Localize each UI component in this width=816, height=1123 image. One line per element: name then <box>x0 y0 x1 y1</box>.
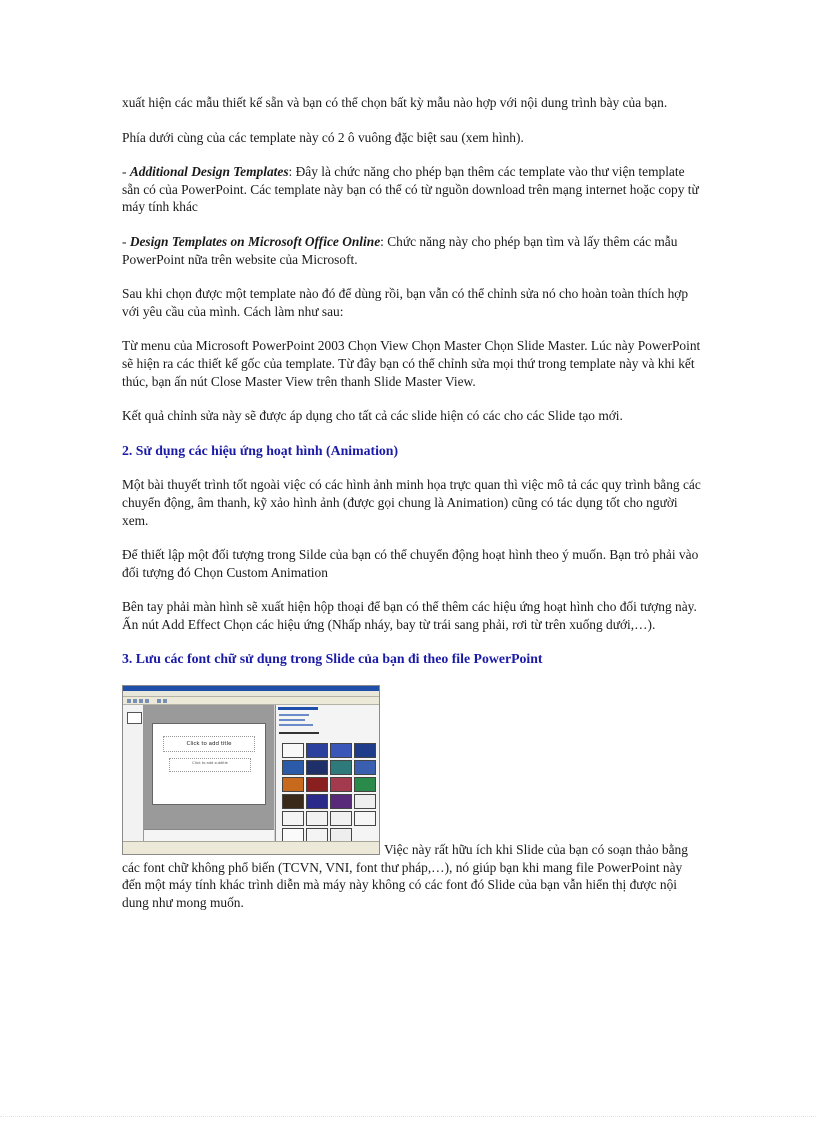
item-lead: Additional Design Templates <box>129 164 289 180</box>
template-thumbnail <box>330 811 352 826</box>
title-placeholder: Click to add title <box>163 736 255 752</box>
list-item-additional-design-templates <box>122 163 702 216</box>
paragraph: Phía dưới cùng của các template này có 2 ô vuông đặc biệt sau (xem hình). <box>122 129 524 145</box>
slides-pane <box>123 705 144 842</box>
paragraph: Một bài thuyết trình tốt ngoài việc có các hình ảnh minh họa trực quan thì việc mô tả các quy trình bằng các chuyển động, âm thanh, kỹ xảo hình ảnh (được gọi chung là Animation) cũng có tác dụng tốt cho người xem. <box>122 477 701 528</box>
slide-canvas <box>152 723 266 805</box>
template-thumbnail <box>354 760 376 775</box>
item-lead: Design Templates on Microsoft Office Online <box>129 233 381 249</box>
template-thumbnail <box>354 811 376 826</box>
template-thumbnail <box>306 811 328 826</box>
slide-editing-area <box>144 705 274 842</box>
slide-thumbnail <box>127 712 142 724</box>
template-thumbnail <box>306 760 328 775</box>
item-dash: - <box>122 164 130 180</box>
paragraph: Bên tay phải màn hình sẽ xuất hiện hộp thoại để bạn có thể thêm các hiệu ứng hoạt hình cho đối tượng này. Ấn nút Add Effect Chọn các hiệu ứng (Nhấp nháy, bay từ trái sang phải, rơi từ trên xuống dưới,…). <box>122 599 697 632</box>
toolbar-icon <box>133 699 137 703</box>
task-pane-link <box>279 719 305 721</box>
toolbar-icon <box>139 699 143 703</box>
paragraph-text: Việc này rất hữu ích khi Slide của bạn có soạn thảo bằng các font chữ không phổ biến (TCVN, VNI, font thư pháp,…), nó giúp bạn khi mang file PowerPoint này đến một máy tính khác trình diễn mà máy này không có các font đó Slide của bạn vẫn hiển thị được nội dung như mong muốn. <box>122 842 688 910</box>
page-bottom-divider <box>0 1116 816 1117</box>
item-text: : Chức năng này cho phép bạn tìm và lấy thêm các mẫu PowerPoint nữa trên website của Microsoft. <box>122 233 678 267</box>
slide-design-task-pane <box>275 705 379 842</box>
template-thumbnail <box>282 794 304 809</box>
task-pane-header <box>278 707 318 710</box>
template-thumbnail <box>282 743 304 758</box>
status-bar <box>123 841 379 854</box>
template-thumbnail <box>306 794 328 809</box>
task-pane-link <box>279 724 313 726</box>
template-thumbnail <box>354 743 376 758</box>
section-heading-animation: 2. Sử dụng các hiệu ứng hoạt hình (Animation) <box>122 442 399 458</box>
toolbar-icon <box>163 699 167 703</box>
template-thumbnail <box>330 777 352 792</box>
task-pane-label <box>279 732 319 734</box>
paragraph: xuất hiện các mẫu thiết kế sẵn và bạn có thể chọn bất kỳ mẫu nào hợp với nội dung trình bày của bạn. <box>122 95 668 110</box>
toolbar <box>123 697 379 705</box>
toolbar-icon <box>127 699 131 703</box>
section-heading-fonts: 3. Lưu các font chữ sử dụng trong Slide của bạn đi theo file PowerPoint <box>122 651 543 667</box>
paragraph: Sau khi chọn được một template nào đó để dùng rồi, bạn vẫn có thể chỉnh sửa nó cho hoàn toàn thích hợp với yêu cầu của mình. Cách làm như sau: <box>122 286 689 319</box>
template-thumbnail <box>330 794 352 809</box>
paragraph: Kết quả chỉnh sửa này sẽ được áp dụng cho tất cả các slide hiện có các cho các Slide tạo mới. <box>122 408 623 424</box>
task-pane-link <box>279 714 309 716</box>
template-thumbnail <box>354 777 376 792</box>
toolbar-icon <box>157 699 161 703</box>
template-thumbnail <box>354 794 376 809</box>
figure-with-text <box>122 685 702 911</box>
item-dash: - <box>122 233 130 249</box>
template-thumbnail <box>330 760 352 775</box>
toolbar-icon <box>145 699 149 703</box>
paragraph: Từ menu của Microsoft PowerPoint 2003 Chọn View Chọn Master Chọn Slide Master. Lúc này PowerPoint sẽ hiện ra các thiết kế gốc của template. Từ đây bạn có thể chỉnh sửa mọi thứ trong template này và khi kết thúc, bạn ấn nút Close Master View trên thanh Slide Master View. <box>122 338 701 389</box>
powerpoint-screenshot <box>122 685 380 855</box>
document-page <box>122 94 702 911</box>
subtitle-placeholder: Click to add subtitle <box>169 758 251 772</box>
paragraph: Để thiết lập một đối tượng trong Silde của bạn có thể chuyển động hoạt hình theo ý muốn. Bạn trỏ phải vào đối tượng đó Chọn Custom Animation <box>122 547 699 580</box>
template-thumbnail <box>282 777 304 792</box>
list-item-design-templates-online <box>122 233 702 268</box>
template-thumbnail <box>306 777 328 792</box>
item-text: : Đây là chức năng cho phép bạn thêm các template vào thư viện template sẵn có của PowerPoint. Các template này bạn có thể có từ nguồn download trên mạng internet hoặc copy từ máy tính khác <box>122 164 699 215</box>
template-thumbnail <box>306 743 328 758</box>
template-thumbnail <box>282 811 304 826</box>
template-thumbnail <box>282 760 304 775</box>
template-thumbnail <box>330 743 352 758</box>
